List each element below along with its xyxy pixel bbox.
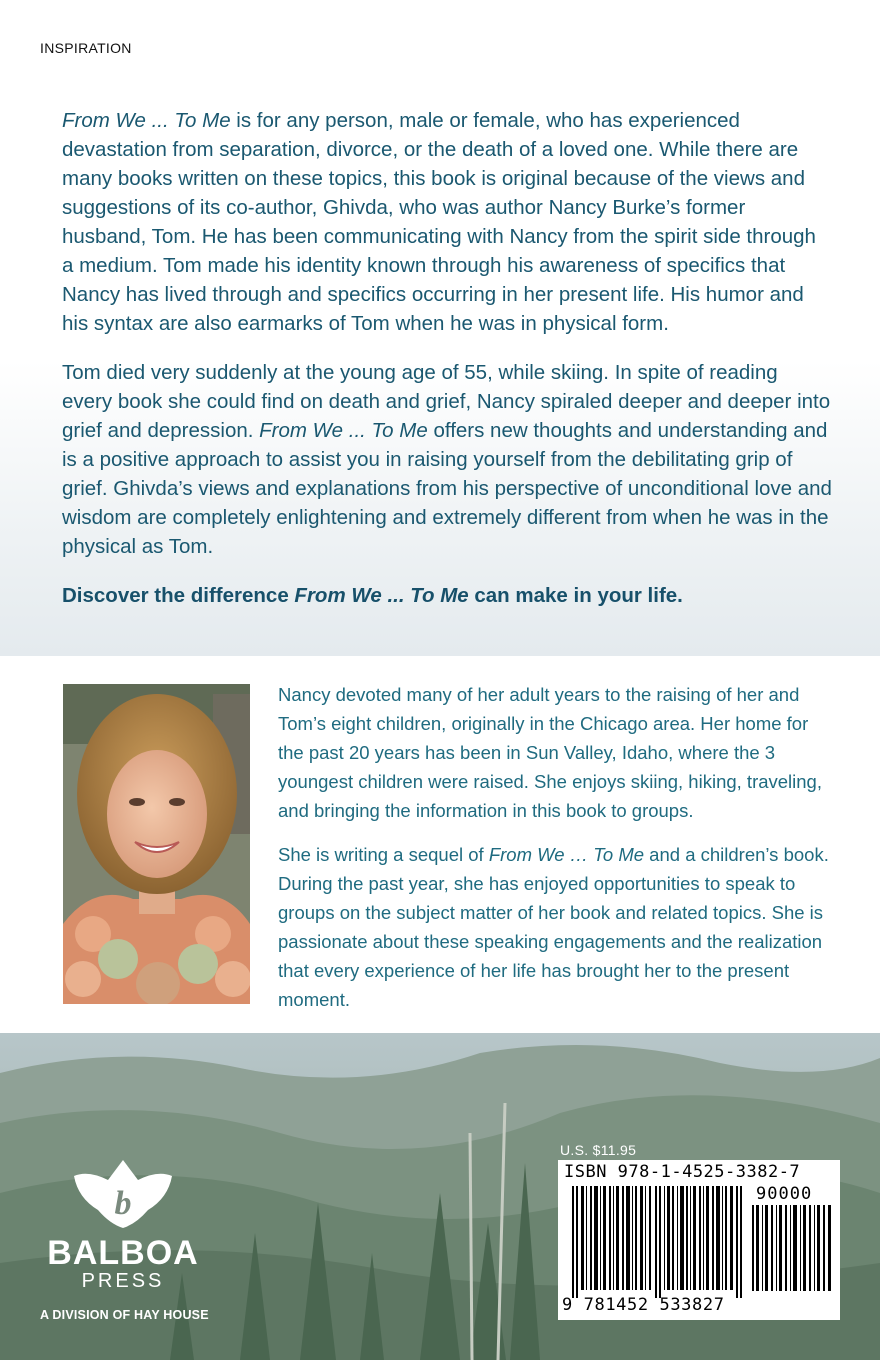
bio-text: and a children’s book. During the past year, she has enjoyed opportunities to speak to groups on the subject matter of her book and related topics. She is passionate about these speaking engagements and the realization that every experience of her life has brought her to the present moment. xyxy=(278,844,829,1010)
blurb-text: offers new thoughts and understanding and is a positive approach to assist you in raising yourself from the debilitating grip of grief. Ghivda’s views and explanations from his perspective of unconditional love and wisdom are completely enlightening and extremely different from when he was in the physical as Tom. xyxy=(62,419,832,558)
category-label: INSPIRATION xyxy=(40,40,132,56)
publisher-brand: BALBOA xyxy=(47,1234,199,1272)
blurb-paragraph-2 xyxy=(62,358,832,561)
publisher-division: A DIVISION OF HAY HOUSE xyxy=(40,1308,209,1322)
book-title-italic: From We … To Me xyxy=(488,844,645,865)
author-bio xyxy=(278,680,838,1029)
barcode-addon-bars xyxy=(752,1205,834,1291)
author-photo xyxy=(63,684,250,1004)
book-title-italic: From We ... To Me xyxy=(259,419,428,442)
lotus-icon xyxy=(38,1158,208,1238)
barcode-addon-digits: 90000 xyxy=(756,1184,813,1204)
book-blurb xyxy=(62,106,832,630)
cta-text: Discover the difference xyxy=(62,584,295,607)
blurb-text: is for any person, male or female, who has experienced devastation from separation, divorce, or the death of a loved one. While there are many books written on these topics, this book is original because of the views and suggestions of its co-author, Ghivda, who was author Nancy Burke’s former husband, Tom. He has been communicating with Nancy from the spirit side through a medium. Tom made his identity known through his awareness of specifics that Nancy has lived through and specifics occurring in her present life. His humor and his syntax are also earmarks of Tom when he was in physical form. xyxy=(62,109,816,335)
isbn-label: ISBN 978-1-4525-3382-7 xyxy=(564,1162,801,1182)
publisher-mark: b xyxy=(114,1185,132,1222)
call-to-action xyxy=(62,581,832,610)
blurb-paragraph-1 xyxy=(62,106,832,338)
barcode-bars xyxy=(572,1186,747,1298)
barcode-digits: 9 781452 533827 xyxy=(562,1295,725,1315)
publisher-subname: PRESS xyxy=(81,1270,165,1292)
bio-text: She is writing a sequel of xyxy=(278,844,489,865)
cta-text: can make in your life. xyxy=(468,584,683,607)
price-label: U.S. $11.95 xyxy=(560,1142,637,1158)
book-title-italic: From We ... To Me xyxy=(62,109,231,132)
publisher-logo xyxy=(38,1158,218,1328)
back-cover-top xyxy=(0,0,880,656)
bio-paragraph-1: Nancy devoted many of her adult years to the raising of her and Tom’s eight children, originally in the Chicago area. Her home for the past 20 years has been in Sun Valley, Idaho, where the 3 youngest children were raised. She enjoys skiing, hiking, traveling, and bringing the information in this book to groups. xyxy=(278,684,822,821)
isbn-barcode xyxy=(558,1160,840,1320)
blurb-text: Tom died very suddenly at the young age of 55, while skiing. In spite of reading every book she could find on death and grief, Nancy spiraled deeper and deeper into grief and depression. xyxy=(62,361,831,442)
book-title-italic: From We ... To Me xyxy=(294,584,469,607)
author-bio-section xyxy=(0,656,880,1036)
bio-paragraph-2 xyxy=(278,840,838,1014)
